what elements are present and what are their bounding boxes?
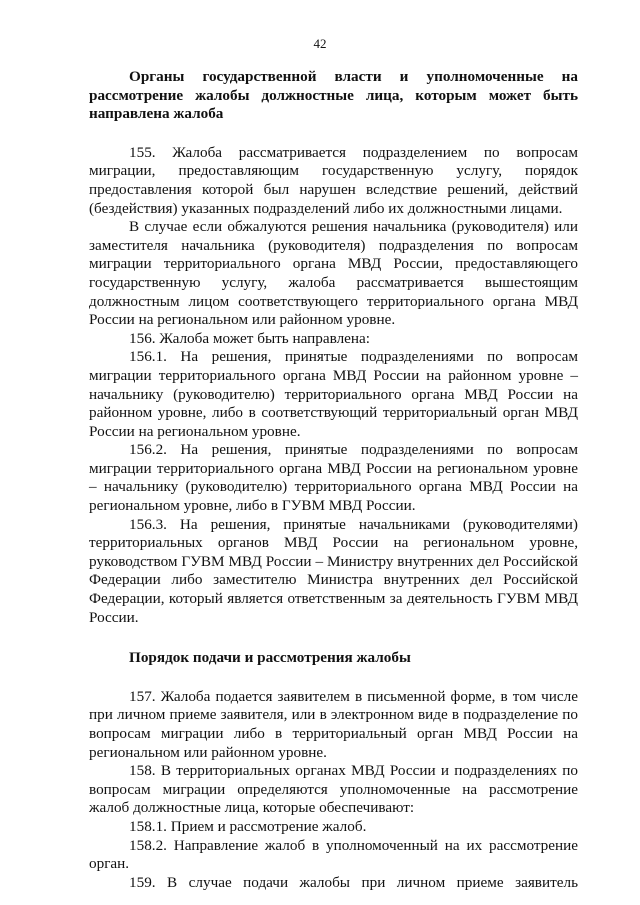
paragraph-156: 156. Жалоба может быть направлена:: [129, 329, 371, 347]
paragraph-158-2: 158.2. Направление жалоб в уполномоченный на их рассмотрение орган.: [89, 836, 578, 873]
spacer: [89, 627, 578, 649]
section-heading-filing-procedure: Порядок подачи и рассмотрения жалобы: [129, 649, 411, 667]
paragraph-159: 159. В случае подачи жалобы при личном приеме заявитель: [129, 873, 578, 891]
paragraph-156-3: 156.3. На решения, принятые начальниками (руководителями) территориальных органов МВД России на региональном уровне, руководством ГУВМ МВД России – Министру внутренних дел Российской Федерации либо заместителю Министра внутренних дел Российской Федерации, который является ответственным за деятельность ГУВМ МВД России.: [89, 515, 578, 626]
page-number: 42: [313, 36, 327, 51]
spacer: [89, 668, 578, 688]
paragraph-156-1: 156.1. На решения, принятые подразделениями по вопросам миграции территориального органа МВД России на районном уровне – начальнику (руководителю) территориального органа МВД России на районном уровне, либо в соответствующий территориальный орган МВД России на региональном уровне.: [89, 348, 578, 440]
paragraph-158: 158. В территориальных органах МВД России и подразделениях по вопросам миграции определяются уполномоченные на рассмотрение жалоб должностные лица, которые обеспечивают:: [89, 762, 578, 817]
spacer: [89, 124, 578, 144]
section-heading-complaint-authorities: Органы государственной власти и уполномоченные на рассмотрение жалобы должностные лица, которым может быть направлена жалоба: [89, 68, 578, 123]
paragraph-157: 157. Жалоба подается заявителем в письменной форме, в том числе при личном приеме заявителя, или в электронном виде в подразделение по вопросам миграции либо в территориальный орган МВД России на региональном или районном уровне.: [89, 687, 578, 761]
document-body: [89, 68, 578, 892]
paragraph-155: 155. Жалоба рассматривается подразделением по вопросам миграции, предоставляющим государственную услугу, порядок предоставления которой был нарушен вследствие решений, действий (бездействия) указанных подразделений либо их должностными лицами.: [89, 143, 578, 217]
paragraph-156-2: 156.2. На решения, принятые подразделениями по вопросам миграции территориального органа МВД России на региональном уровне – начальнику (руководителю) территориального органа МВД России на региональном уровне, либо в ГУВМ МВД России.: [89, 441, 578, 515]
paragraph-155-case: В случае если обжалуются решения начальника (руководителя) или заместителя начальника (руководителя) подразделения по вопросам миграции территориального органа МВД России, предоставляющего государственную услугу, жалоба рассматривается вышестоящим должностным лицом соответствующего территориального органа МВД России на региональном или районном уровне.: [89, 218, 578, 329]
paragraph-158-1: 158.1. Прием и рассмотрение жалоб.: [129, 817, 367, 835]
